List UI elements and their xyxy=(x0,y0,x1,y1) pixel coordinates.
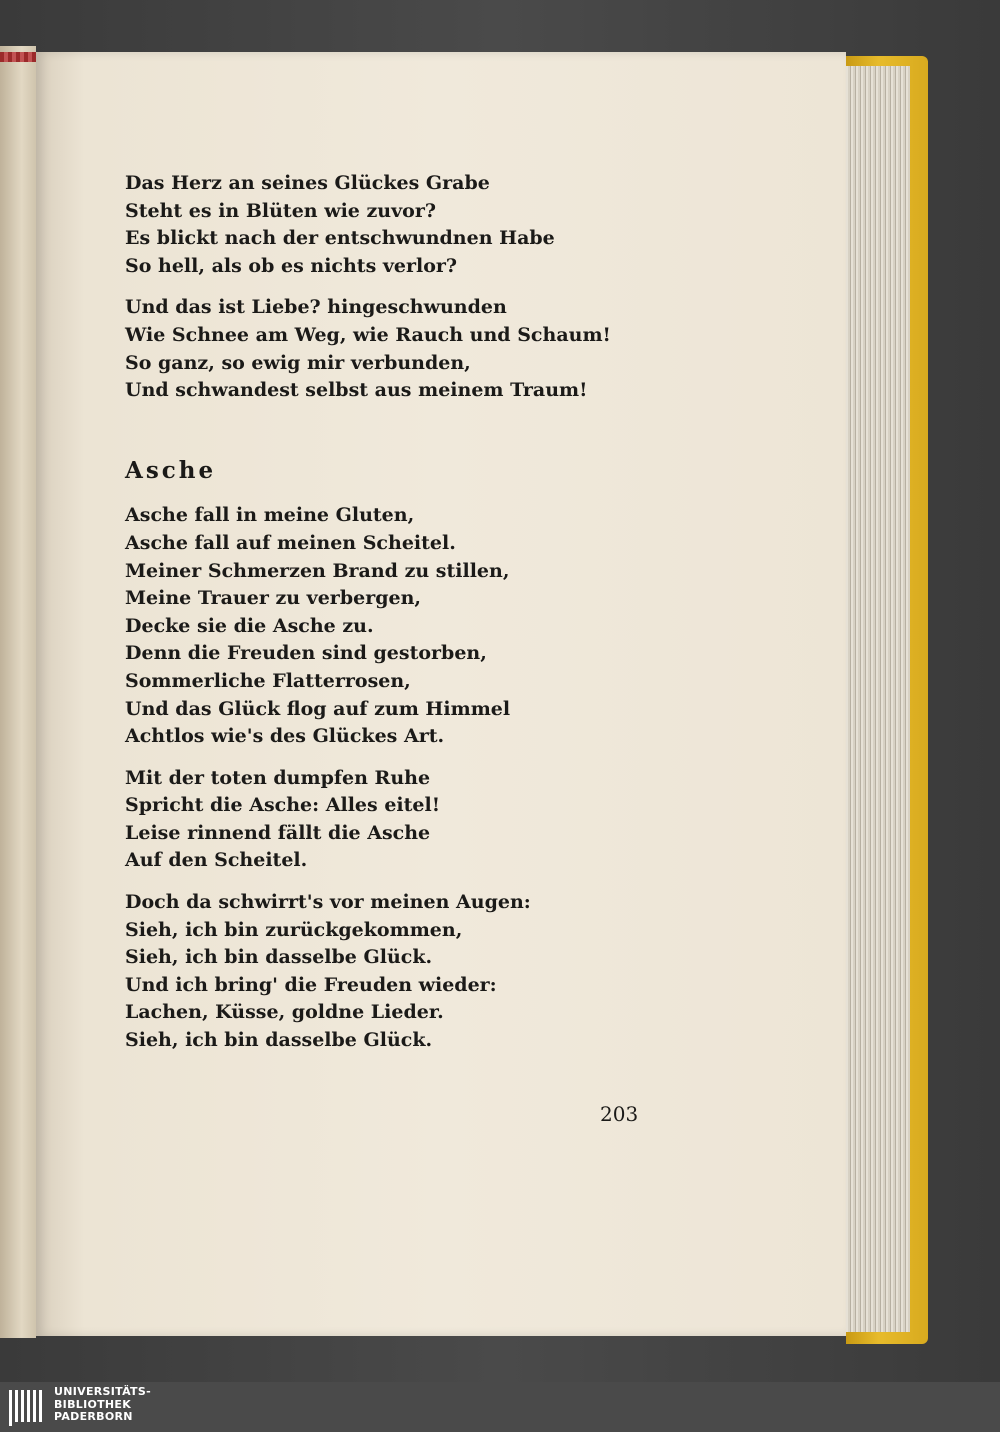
poem-line: So ganz, so ewig mir verbunden, xyxy=(125,351,471,374)
bookmark-ribbon xyxy=(0,52,36,62)
left-page-edge xyxy=(0,46,36,1338)
poem-line: Und das ist Liebe? hingeschwunden xyxy=(125,296,507,319)
library-name-line: UNIVERSITÄTS- xyxy=(54,1385,151,1398)
poem-line: Wie Schnee am Weg, wie Rauch und Schaum! xyxy=(125,323,611,346)
footer-bar xyxy=(0,1382,1000,1432)
stanza xyxy=(125,294,645,404)
poem-line: Sommerliche Flatterrosen, xyxy=(125,669,411,692)
poem-line: Sieh, ich bin dasselbe Glück. xyxy=(125,1029,433,1052)
stanza xyxy=(125,170,645,280)
poem-line: Und das Glück flog auf zum Himmel xyxy=(125,697,511,720)
poem-line: Denn die Freuden sind gestorben, xyxy=(125,642,487,665)
poem-line: So hell, als ob es nichts verlor? xyxy=(125,254,458,277)
poem-line: Meine Trauer zu verbergen, xyxy=(125,587,422,610)
poem-line: Auf den Scheitel. xyxy=(125,849,308,872)
poem-heading: Asche xyxy=(125,456,217,484)
stanza xyxy=(125,765,645,875)
library-logo-icon xyxy=(8,1386,46,1426)
page-number: 203 xyxy=(600,1102,639,1126)
poem-line: Und ich bring' die Freuden wieder: xyxy=(125,973,497,996)
poem-line: Und schwandest selbst aus meinem Traum! xyxy=(125,379,588,402)
poem-line: Spricht die Asche: Alles eitel! xyxy=(125,794,441,817)
poem-line: Achtlos wie's des Glückes Art. xyxy=(125,725,445,748)
poem-text xyxy=(125,170,645,1069)
poem-line: Das Herz an seines Glückes Grabe xyxy=(125,172,490,194)
poem-line: Leise rinnend fällt die Asche xyxy=(125,821,431,844)
poem-line: Sieh, ich bin dasselbe Glück. xyxy=(125,946,433,969)
library-name-line: PADERBORN xyxy=(54,1410,133,1423)
stanza xyxy=(125,502,645,750)
page-edges xyxy=(838,66,910,1332)
poem-line: Es blickt nach der entschwundnen Habe xyxy=(125,227,555,250)
poem-line: Doch da schwirrt's vor meinen Augen: xyxy=(125,891,531,914)
poem-line: Sieh, ich bin zurückgekommen, xyxy=(125,918,463,941)
poem-line: Meiner Schmerzen Brand zu stillen, xyxy=(125,559,510,582)
library-name xyxy=(54,1386,151,1424)
poem-line: Asche fall in meine Gluten, xyxy=(125,504,415,527)
stanza xyxy=(125,889,645,1055)
poem-line: Lachen, Küsse, goldne Lieder. xyxy=(125,1001,444,1024)
poem-line: Mit der toten dumpfen Ruhe xyxy=(125,766,431,789)
library-name-line: BIBLIOTHEK xyxy=(54,1397,132,1411)
poem-line: Asche fall auf meinen Scheitel. xyxy=(125,531,456,554)
poem-line: Decke sie die Asche zu. xyxy=(125,614,374,637)
poem-line: Steht es in Blüten wie zuvor? xyxy=(125,199,436,222)
